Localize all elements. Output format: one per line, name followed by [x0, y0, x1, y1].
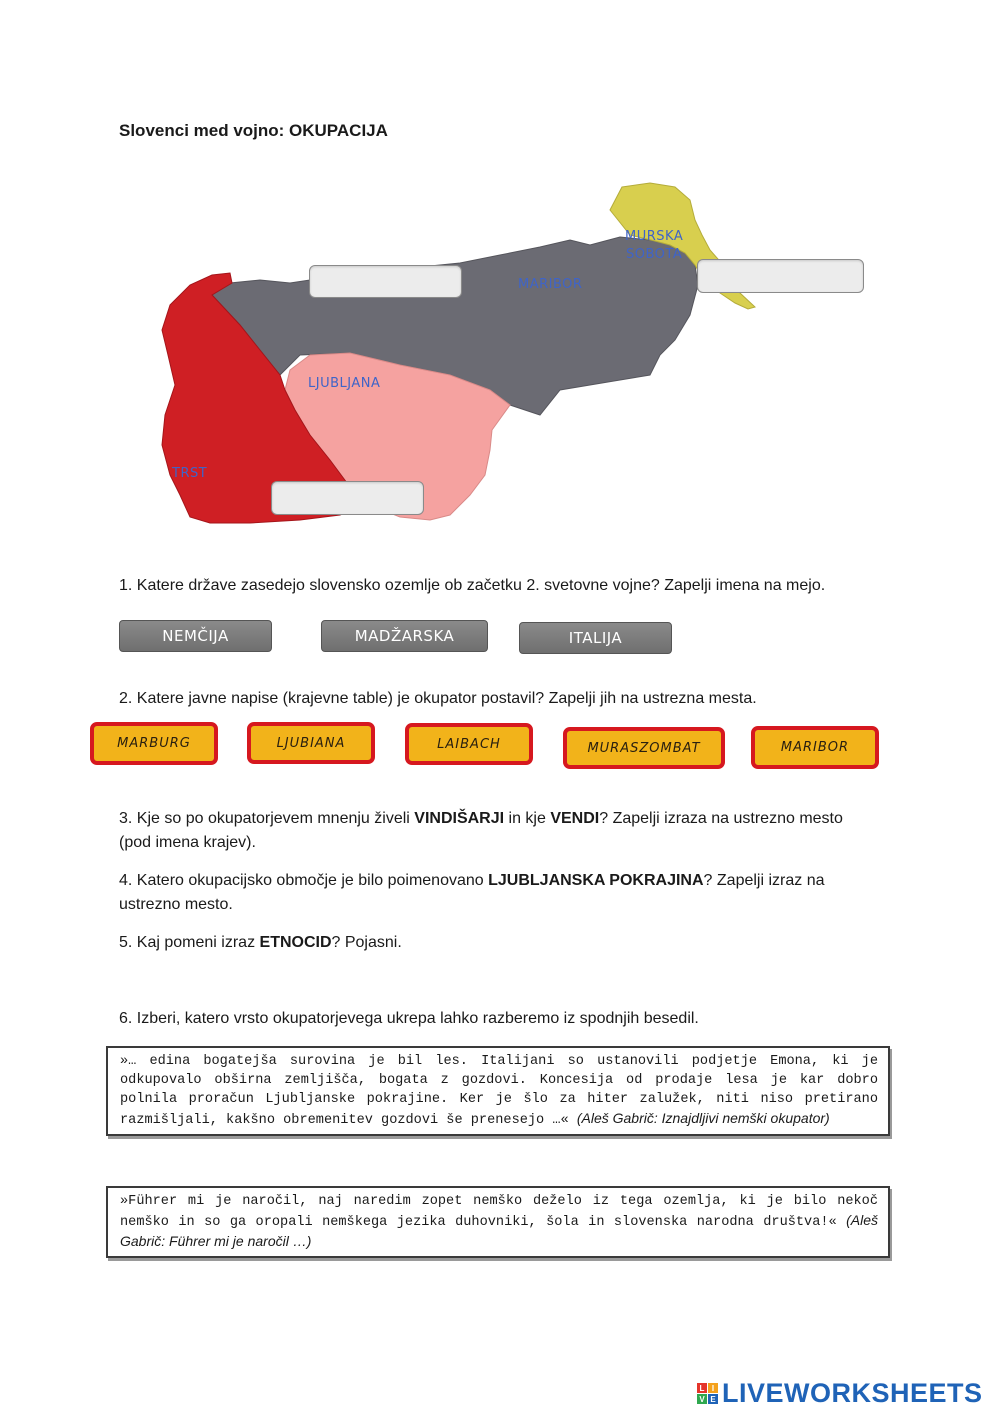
drop-target-italy[interactable]	[271, 481, 424, 515]
quote-2-source: (Aleš Gabrič: Führer mi je naročil …)	[120, 1212, 878, 1249]
drop-target-germany[interactable]	[309, 265, 462, 298]
quote-box-1[interactable]	[106, 1046, 890, 1136]
drag-option-italija[interactable]: ITALIJA	[519, 622, 672, 654]
quote-2-text: »Führer mi je naročil, naj naredim zopet nemško deželo iz tega ozemlja, ki je bilo nekoč nemško in so ga oropali nemškega jezika duhovniki, šola in slovenska narodna društva!«	[120, 1194, 878, 1230]
question-2: 2. Katere javne napise (krajevne table) je okupator postavil? Zapelji jih na ustrezna mesta.	[119, 690, 757, 707]
sign-ljubiana[interactable]: LJUBIANA	[247, 722, 375, 764]
sign-muraszombat[interactable]: MURASZOMBAT	[563, 727, 725, 769]
liveworksheets-logo	[697, 1378, 983, 1409]
slovenia-occupation-map	[150, 175, 880, 535]
question-4: 4. Katero okupacijsko območje je bilo poimenovano LJUBLJANSKA POKRAJINA? Zapelji izraz na ustrezno mesto.	[119, 872, 825, 913]
drag-option-madzarska[interactable]: MADŽARSKA	[321, 620, 488, 652]
drop-target-hungary[interactable]	[697, 259, 864, 293]
map-label-trst: TRST	[172, 466, 208, 481]
quote-1-source: (Aleš Gabrič: Iznajdljivi nemški okupator)	[576, 1110, 830, 1126]
sign-maribor[interactable]: MARIBOR	[751, 726, 879, 769]
page-title: Slovenci med vojno: OKUPACIJA	[119, 121, 388, 140]
map-label-murska-sobota-line1: MURSKA	[625, 229, 684, 244]
question-3: 3. Kje so po okupatorjevem mnenju živeli VINDIŠARJI in kje VENDI? Zapelji izraza na ustrezno mesto (pod imena krajev).	[119, 810, 843, 851]
question-6: 6. Izberi, katero vrsto okupatorjevega ukrepa lahko razberemo iz spodnjih besedil.	[119, 1010, 699, 1027]
map-label-murska-sobota-line2: SOBOTA	[626, 247, 683, 262]
logo-grid-icon: L I V E	[697, 1383, 718, 1404]
question-5: 5. Kaj pomeni izraz ETNOCID? Pojasni.	[119, 934, 402, 951]
drag-option-nemcija[interactable]: NEMČIJA	[119, 620, 272, 652]
quote-1-text: »… edina bogatejša surovina je bil les. Italijani so ustanovili podjetje Emona, ki je odkupovalo obširna zemljišča, bogata z gozdovi. Koncesija od prodaje lesa je kar dobro polnila proračun Ljubljanske pokrajine. Ker je šlo za hiter zalužek, niti niso pretirano razmišljali, kakšno obremenitev gozdovi še prenesejo …«	[120, 1054, 878, 1128]
map-label-maribor: MARIBOR	[518, 277, 583, 292]
question-1: 1. Katere države zasedejo slovensko ozemlje ob začetku 2. svetovne vojne? Zapelji imena na mejo.	[119, 577, 826, 594]
map-label-ljubljana: LJUBLJANA	[308, 376, 381, 391]
logo-text: LIVEWORKSHEETS	[722, 1378, 983, 1408]
sign-marburg[interactable]: MARBURG	[90, 722, 218, 765]
sign-laibach[interactable]: LAIBACH	[405, 723, 533, 765]
quote-box-2[interactable]	[106, 1186, 890, 1258]
